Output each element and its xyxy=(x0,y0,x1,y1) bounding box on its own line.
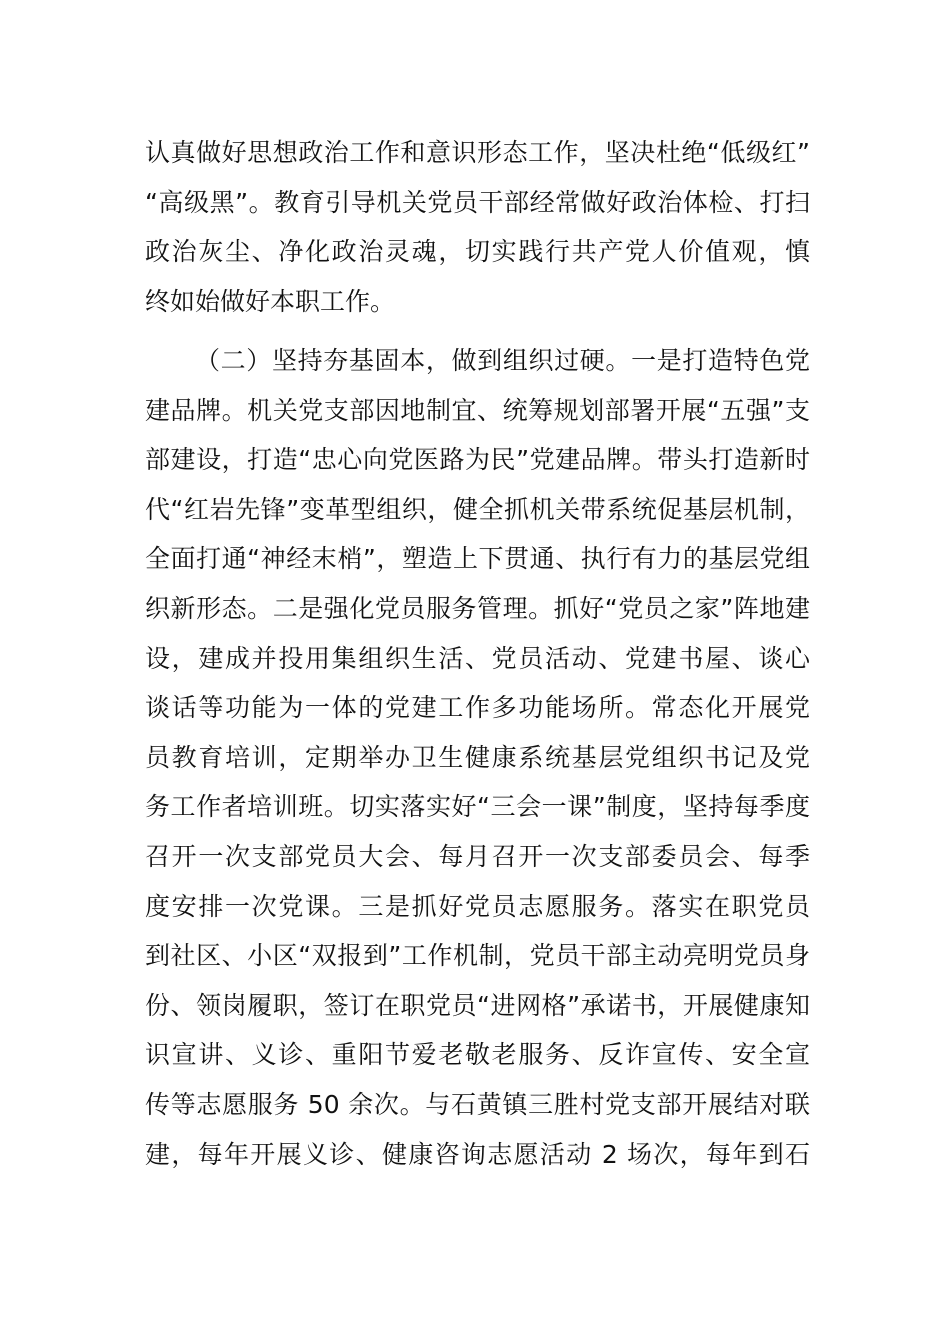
text-line: 认真做好思想政治工作和意识形态工作，坚决杜绝“低级红” xyxy=(145,138,810,167)
text-line: 代“红岩先锋”变革型组织，健全抓机关带系统促基层机制， xyxy=(145,494,810,524)
text-line: 度安排一次党课。三是抓好党员志愿服务。落实在职党员 xyxy=(145,891,810,921)
text-line: 全面打通“神经末梢”，塑造上下贯通、执行有力的基层党组 xyxy=(145,544,810,574)
text-line: 织新形态。二是强化党员服务管理。抓好“党员之家”阵地建 xyxy=(145,593,810,623)
paragraph-2 xyxy=(145,336,810,1179)
text-line: 部建设，打造“忠心向党医路为民”党建品牌。带头打造新时 xyxy=(145,445,810,475)
text-line: 份、领岗履职，签订在职党员“进网格”承诺书，开展健康知 xyxy=(145,990,810,1020)
text-line: 终如始做好本职工作。 xyxy=(145,286,396,316)
text-line: 务工作者培训班。切实落实好“三会一课”制度，坚持每季度 xyxy=(145,792,810,822)
text-line: 政治灰尘、净化政治灵魂，切实践行共产党人价值观，慎 xyxy=(145,237,810,267)
paragraph-1 xyxy=(145,128,810,326)
text-line: 员教育培训，定期举办卫生健康系统基层党组织书记及党 xyxy=(145,742,810,772)
text-line: （二）坚持夯基固本，做到组织过硬。一是打造特色党 xyxy=(195,346,810,375)
text-line: 传等志愿服务 50 余次。与石黄镇三胜村党支部开展结对联 xyxy=(145,1089,810,1119)
text-line: 设，建成并投用集组织生活、党员活动、党建书屋、谈心 xyxy=(145,643,810,673)
text-line: 建品牌。机关党支部因地制宜、统筹规划部署开展“五强”支 xyxy=(145,395,810,425)
text-line: 谈话等功能为一体的党建工作多功能场所。常态化开展党 xyxy=(145,693,810,723)
text-line: 建，每年开展义诊、健康咨询志愿活动 2 场次，每年到石 xyxy=(145,1139,810,1169)
text-line: 到社区、小区“双报到”工作机制，党员干部主动亮明党员身 xyxy=(145,941,810,971)
text-line: 召开一次支部党员大会、每月召开一次支部委员会、每季 xyxy=(145,841,810,871)
text-line: 识宣讲、义诊、重阳节爱老敬老服务、反诈宣传、安全宣 xyxy=(145,1040,810,1070)
text-line: “高级黑”。教育引导机关党员干部经常做好政治体检、打扫 xyxy=(145,187,810,217)
